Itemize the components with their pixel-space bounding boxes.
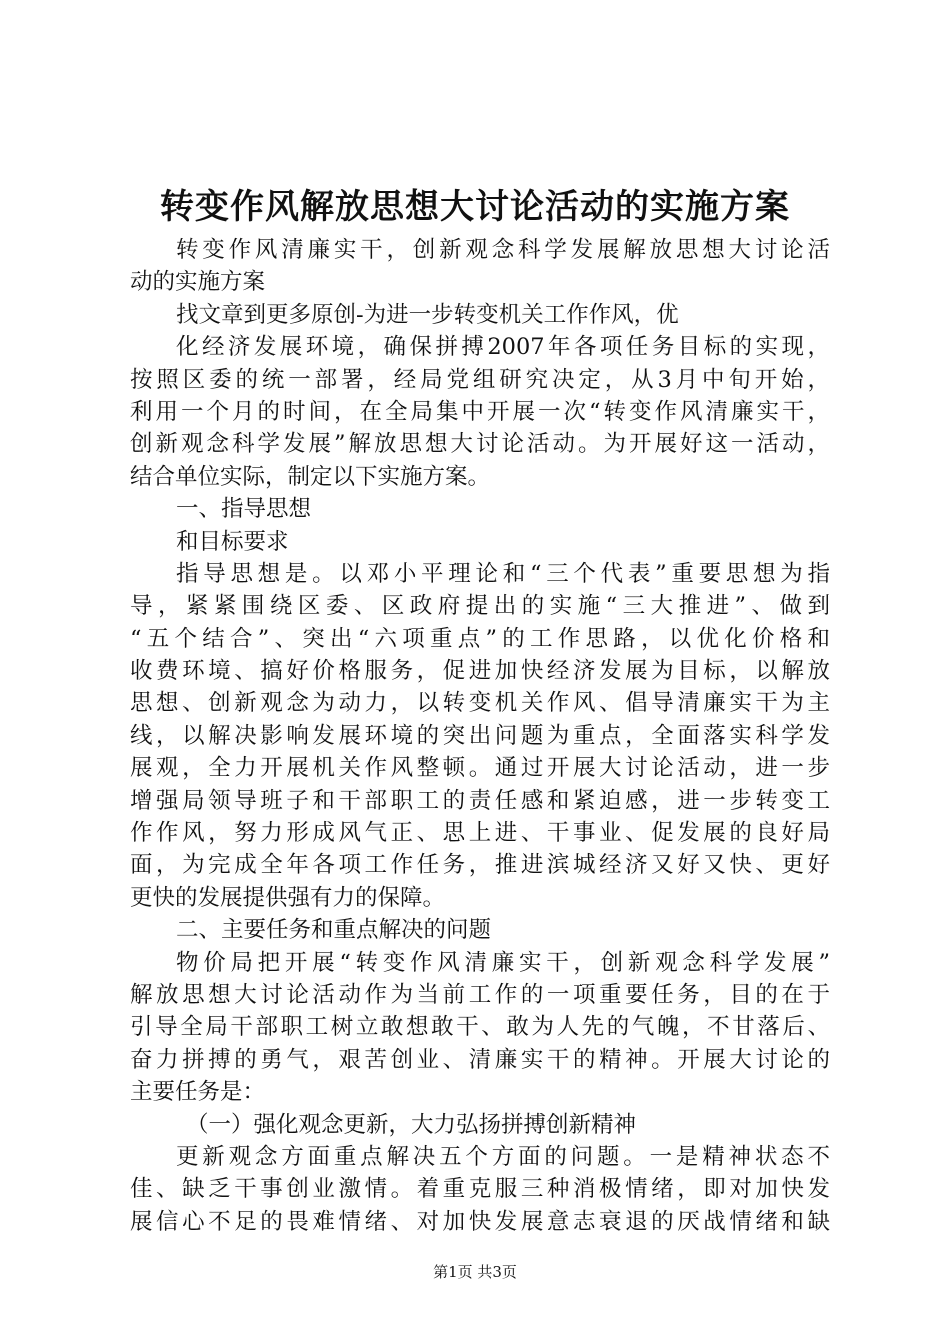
- body-line: 利用一个月的时间，在全局集中开展一次“转变作风清廉实干，: [130, 398, 830, 425]
- body-line: 动的实施方案: [130, 269, 266, 296]
- body-line: 导，紧紧围绕区委、区政府提出的实施“三大推进”、做到: [130, 593, 830, 620]
- body-line: 转变作风清廉实干，创新观念科学发展解放思想大讨论活: [176, 237, 830, 263]
- body-line: 更新观念方面重点解决五个方面的问题。一是精神状态不: [176, 1143, 830, 1170]
- body-line: （一）强化观念更新，大力弘扬拼搏创新精神: [186, 1111, 637, 1138]
- body-line: 展观，全力开展机关作风整顿。通过开展大讨论活动，进一步: [130, 755, 830, 782]
- body-line: 二、主要任务和重点解决的问题: [176, 917, 492, 944]
- body-line: 思想、创新观念为动力，以转变机关作风、倡导清廉实干为主: [130, 690, 830, 717]
- body-line: 创新观念科学发展”解放思想大讨论活动。为开展好这一活动，: [130, 431, 830, 458]
- body-line: 佳、缺乏干事创业激情。着重克服三种消极情绪，即对加快发: [130, 1176, 830, 1203]
- body-line: 一、指导思想: [176, 496, 312, 523]
- body-line: 指导思想是。以邓小平理论和“三个代表”重要思想为指: [176, 560, 830, 587]
- body-line: 作作风，努力形成风气正、思上进、干事业、促发展的良好局: [130, 820, 830, 847]
- body-line: 收费环境、搞好价格服务，促进加快经济发展为目标，以解放: [130, 658, 830, 685]
- body-line: 结合单位实际，制定以下实施方案。: [130, 463, 491, 490]
- body-line: 按照区委的统一部署，经局党组研究决定，从3月中旬开始，: [130, 366, 830, 393]
- body-line: 线，以解决影响发展环境的突出问题为重点，全面落实科学发: [130, 722, 830, 749]
- body-line: 物价局把开展“转变作风清廉实干，创新观念科学发展”: [176, 949, 830, 976]
- body-line: 展信心不足的畏难情绪、对加快发展意志衰退的厌战情绪和缺: [130, 1208, 830, 1235]
- body-line: 引导全局干部职工树立敢想敢干、敢为人先的气魄，不甘落后、: [130, 1014, 830, 1041]
- body-line: “五个结合”、突出“六项重点”的工作思路，以优化价格和: [130, 625, 830, 652]
- body-line: 主要任务是：: [130, 1079, 266, 1106]
- document-body: [130, 234, 830, 1238]
- body-line: 更快的发展提供强有力的保障。: [130, 884, 446, 911]
- body-line: 面，为完成全年各项工作任务，推进滨城经济又好又快、更好: [130, 852, 830, 879]
- body-line: 解放思想大讨论活动作为当前工作的一项重要任务，目的在于: [130, 981, 830, 1008]
- body-line: 找文章到更多原创-为进一步转变机关工作作风，优: [176, 301, 679, 328]
- body-line: 和目标要求: [176, 528, 289, 555]
- page-footer: 第1页 共3页: [433, 1263, 517, 1281]
- body-line: 增强局领导班子和干部职工的责任感和紧迫感，进一步转变工: [130, 787, 830, 814]
- document-title: 转变作风解放思想大讨论活动的实施方案: [160, 187, 790, 227]
- body-line: 奋力拼搏的勇气，艰苦创业、清廉实干的精神。开展大讨论的: [130, 1046, 830, 1073]
- body-line: 化经济发展环境，确保拼搏2007年各项任务目标的实现，: [176, 334, 830, 361]
